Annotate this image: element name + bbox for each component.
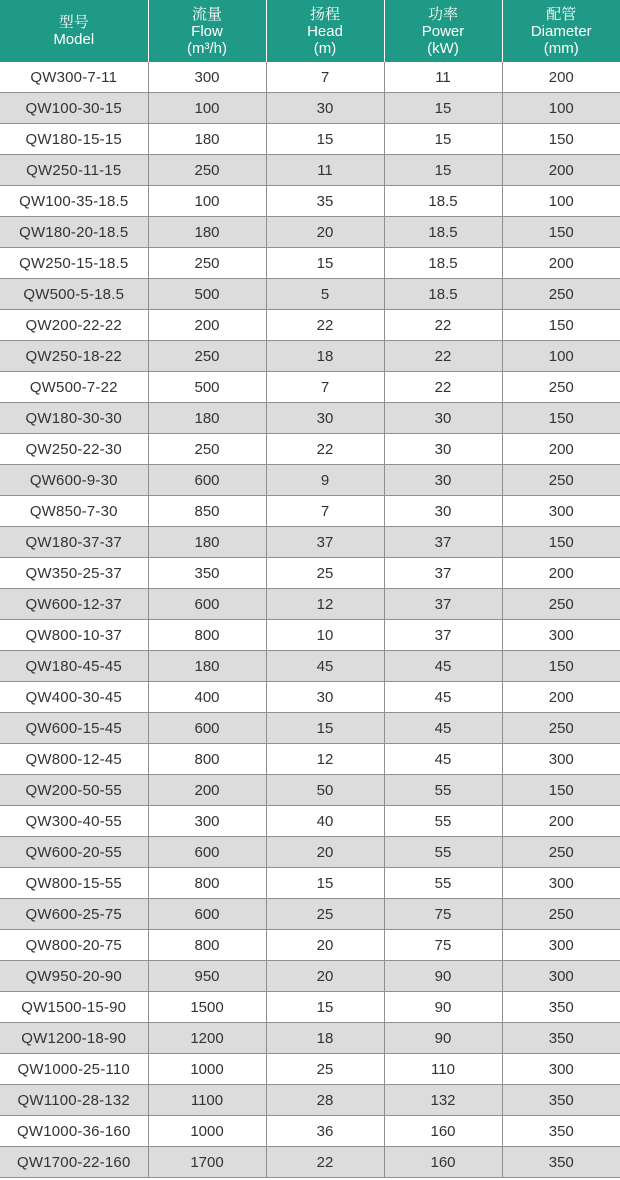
head-cell: 5 <box>266 279 384 310</box>
table-row <box>0 775 620 806</box>
header-flow <box>148 0 266 62</box>
model-cell: QW200-50-55 <box>0 775 148 806</box>
header-power-en: Power <box>421 22 465 40</box>
header-power <box>384 0 502 62</box>
head-cell: 22 <box>266 1147 384 1178</box>
flow-cell: 350 <box>148 558 266 589</box>
diameter-cell: 150 <box>502 651 620 682</box>
head-cell: 15 <box>266 713 384 744</box>
table-header <box>0 0 620 62</box>
power-cell: 15 <box>384 155 502 186</box>
model-cell: QW600-25-75 <box>0 899 148 930</box>
power-cell: 55 <box>384 775 502 806</box>
flow-cell: 300 <box>148 806 266 837</box>
diameter-cell: 300 <box>502 868 620 899</box>
table-row <box>0 620 620 651</box>
diameter-cell: 100 <box>502 341 620 372</box>
power-cell: 90 <box>384 1023 502 1054</box>
flow-cell: 600 <box>148 899 266 930</box>
head-cell: 30 <box>266 403 384 434</box>
model-cell: QW1700-22-160 <box>0 1147 148 1178</box>
model-cell: QW200-22-22 <box>0 310 148 341</box>
model-cell: QW100-30-15 <box>0 93 148 124</box>
head-cell: 12 <box>266 744 384 775</box>
flow-cell: 100 <box>148 93 266 124</box>
power-cell: 15 <box>384 124 502 155</box>
model-cell: QW800-12-45 <box>0 744 148 775</box>
power-cell: 22 <box>384 341 502 372</box>
flow-cell: 180 <box>148 217 266 248</box>
header-flow-unit: (m³/h) <box>187 39 227 57</box>
table-row <box>0 310 620 341</box>
model-cell: QW800-20-75 <box>0 930 148 961</box>
model-cell: QW180-15-15 <box>0 124 148 155</box>
power-cell: 45 <box>384 713 502 744</box>
table-row <box>0 868 620 899</box>
flow-cell: 850 <box>148 496 266 527</box>
diameter-cell: 300 <box>502 930 620 961</box>
head-cell: 11 <box>266 155 384 186</box>
table-row <box>0 806 620 837</box>
model-cell: QW500-5-18.5 <box>0 279 148 310</box>
header-diameter <box>502 0 620 62</box>
diameter-cell: 300 <box>502 496 620 527</box>
model-cell: QW300-40-55 <box>0 806 148 837</box>
table-row <box>0 961 620 992</box>
model-cell: QW800-10-37 <box>0 620 148 651</box>
table-row <box>0 62 620 93</box>
table-row <box>0 930 620 961</box>
flow-cell: 180 <box>148 527 266 558</box>
table-row <box>0 1054 620 1085</box>
power-cell: 45 <box>384 651 502 682</box>
header-power-zh: 功率 <box>427 5 458 23</box>
diameter-cell: 300 <box>502 961 620 992</box>
model-cell: QW250-18-22 <box>0 341 148 372</box>
diameter-cell: 150 <box>502 217 620 248</box>
header-head-zh: 扬程 <box>309 5 340 23</box>
head-cell: 12 <box>266 589 384 620</box>
flow-cell: 1000 <box>148 1116 266 1147</box>
table-row <box>0 496 620 527</box>
table-row <box>0 341 620 372</box>
head-cell: 10 <box>266 620 384 651</box>
power-cell: 55 <box>384 837 502 868</box>
head-cell: 25 <box>266 558 384 589</box>
power-cell: 75 <box>384 930 502 961</box>
head-cell: 15 <box>266 124 384 155</box>
model-cell: QW600-9-30 <box>0 465 148 496</box>
table-row <box>0 589 620 620</box>
table-row <box>0 186 620 217</box>
flow-cell: 600 <box>148 465 266 496</box>
flow-cell: 100 <box>148 186 266 217</box>
power-cell: 45 <box>384 682 502 713</box>
table-row <box>0 682 620 713</box>
header-row <box>0 0 620 62</box>
header-model-zh: 型号 <box>58 14 89 31</box>
model-cell: QW180-30-30 <box>0 403 148 434</box>
flow-cell: 800 <box>148 744 266 775</box>
model-cell: QW600-15-45 <box>0 713 148 744</box>
diameter-cell: 200 <box>502 62 620 93</box>
power-cell: 18.5 <box>384 248 502 279</box>
table-row <box>0 155 620 186</box>
model-cell: QW600-12-37 <box>0 589 148 620</box>
head-cell: 7 <box>266 62 384 93</box>
flow-cell: 300 <box>148 62 266 93</box>
power-cell: 30 <box>384 496 502 527</box>
table-row <box>0 899 620 930</box>
model-cell: QW400-30-45 <box>0 682 148 713</box>
flow-cell: 950 <box>148 961 266 992</box>
flow-cell: 250 <box>148 341 266 372</box>
diameter-cell: 350 <box>502 1023 620 1054</box>
diameter-cell: 200 <box>502 248 620 279</box>
model-cell: QW1200-18-90 <box>0 1023 148 1054</box>
diameter-cell: 100 <box>502 93 620 124</box>
flow-cell: 1700 <box>148 1147 266 1178</box>
flow-cell: 800 <box>148 930 266 961</box>
table-row <box>0 1023 620 1054</box>
model-cell: QW300-7-11 <box>0 62 148 93</box>
power-cell: 90 <box>384 961 502 992</box>
table-row <box>0 992 620 1023</box>
head-cell: 7 <box>266 496 384 527</box>
head-cell: 30 <box>266 682 384 713</box>
power-cell: 160 <box>384 1147 502 1178</box>
head-cell: 30 <box>266 93 384 124</box>
power-cell: 22 <box>384 310 502 341</box>
diameter-cell: 100 <box>502 186 620 217</box>
table-row <box>0 372 620 403</box>
table-row <box>0 744 620 775</box>
model-cell: QW950-20-90 <box>0 961 148 992</box>
diameter-cell: 250 <box>502 713 620 744</box>
flow-cell: 800 <box>148 868 266 899</box>
header-head-unit: (m) <box>313 39 337 57</box>
diameter-cell: 300 <box>502 1054 620 1085</box>
head-cell: 25 <box>266 899 384 930</box>
diameter-cell: 250 <box>502 372 620 403</box>
head-cell: 20 <box>266 217 384 248</box>
head-cell: 20 <box>266 837 384 868</box>
model-cell: QW180-37-37 <box>0 527 148 558</box>
power-cell: 18.5 <box>384 279 502 310</box>
power-cell: 132 <box>384 1085 502 1116</box>
power-cell: 110 <box>384 1054 502 1085</box>
power-cell: 45 <box>384 744 502 775</box>
flow-cell: 600 <box>148 713 266 744</box>
model-cell: QW350-25-37 <box>0 558 148 589</box>
table-row <box>0 93 620 124</box>
head-cell: 20 <box>266 930 384 961</box>
flow-cell: 200 <box>148 310 266 341</box>
diameter-cell: 150 <box>502 124 620 155</box>
flow-cell: 800 <box>148 620 266 651</box>
table-row <box>0 527 620 558</box>
diameter-cell: 300 <box>502 620 620 651</box>
table-row <box>0 217 620 248</box>
diameter-cell: 150 <box>502 403 620 434</box>
power-cell: 160 <box>384 1116 502 1147</box>
diameter-cell: 250 <box>502 589 620 620</box>
header-diameter-zh: 配管 <box>546 5 577 23</box>
header-power-unit: (kW) <box>427 39 459 57</box>
table-row <box>0 1116 620 1147</box>
model-cell: QW500-7-22 <box>0 372 148 403</box>
head-cell: 50 <box>266 775 384 806</box>
flow-cell: 1000 <box>148 1054 266 1085</box>
diameter-cell: 350 <box>502 1116 620 1147</box>
model-cell: QW800-15-55 <box>0 868 148 899</box>
header-flow-zh: 流量 <box>191 5 222 23</box>
header-diameter-unit: (mm) <box>543 39 579 57</box>
model-cell: QW600-20-55 <box>0 837 148 868</box>
diameter-cell: 200 <box>502 806 620 837</box>
flow-cell: 250 <box>148 155 266 186</box>
power-cell: 18.5 <box>384 186 502 217</box>
diameter-cell: 250 <box>502 465 620 496</box>
diameter-cell: 300 <box>502 744 620 775</box>
head-cell: 22 <box>266 434 384 465</box>
flow-cell: 600 <box>148 589 266 620</box>
power-cell: 90 <box>384 992 502 1023</box>
flow-cell: 180 <box>148 403 266 434</box>
head-cell: 37 <box>266 527 384 558</box>
power-cell: 18.5 <box>384 217 502 248</box>
model-cell: QW100-35-18.5 <box>0 186 148 217</box>
flow-cell: 500 <box>148 372 266 403</box>
power-cell: 37 <box>384 558 502 589</box>
model-cell: QW180-45-45 <box>0 651 148 682</box>
diameter-cell: 250 <box>502 837 620 868</box>
table-row <box>0 465 620 496</box>
head-cell: 15 <box>266 868 384 899</box>
flow-cell: 180 <box>148 124 266 155</box>
head-cell: 35 <box>266 186 384 217</box>
table-row <box>0 403 620 434</box>
table-row <box>0 248 620 279</box>
power-cell: 30 <box>384 403 502 434</box>
head-cell: 9 <box>266 465 384 496</box>
table-row <box>0 651 620 682</box>
head-cell: 28 <box>266 1085 384 1116</box>
model-cell: QW850-7-30 <box>0 496 148 527</box>
diameter-cell: 150 <box>502 310 620 341</box>
header-model <box>0 0 148 62</box>
flow-cell: 1200 <box>148 1023 266 1054</box>
flow-cell: 250 <box>148 434 266 465</box>
header-flow-en: Flow <box>191 22 223 40</box>
head-cell: 15 <box>266 992 384 1023</box>
table-row <box>0 434 620 465</box>
header-diameter-en: Diameter <box>530 22 592 40</box>
diameter-cell: 250 <box>502 279 620 310</box>
power-cell: 37 <box>384 589 502 620</box>
flow-cell: 180 <box>148 651 266 682</box>
head-cell: 7 <box>266 372 384 403</box>
diameter-cell: 200 <box>502 434 620 465</box>
table-row <box>0 1085 620 1116</box>
flow-cell: 400 <box>148 682 266 713</box>
table-row <box>0 279 620 310</box>
diameter-cell: 150 <box>502 775 620 806</box>
diameter-cell: 350 <box>502 1147 620 1178</box>
diameter-cell: 200 <box>502 682 620 713</box>
header-head <box>266 0 384 62</box>
table-row <box>0 558 620 589</box>
power-cell: 75 <box>384 899 502 930</box>
head-cell: 18 <box>266 341 384 372</box>
flow-cell: 1100 <box>148 1085 266 1116</box>
header-model-en: Model <box>53 31 95 48</box>
power-cell: 55 <box>384 868 502 899</box>
flow-cell: 200 <box>148 775 266 806</box>
head-cell: 25 <box>266 1054 384 1085</box>
flow-cell: 250 <box>148 248 266 279</box>
head-cell: 40 <box>266 806 384 837</box>
model-cell: QW1500-15-90 <box>0 992 148 1023</box>
head-cell: 45 <box>266 651 384 682</box>
table-row <box>0 124 620 155</box>
power-cell: 11 <box>384 62 502 93</box>
head-cell: 15 <box>266 248 384 279</box>
head-cell: 22 <box>266 310 384 341</box>
table-row <box>0 1147 620 1178</box>
power-cell: 15 <box>384 93 502 124</box>
diameter-cell: 200 <box>502 558 620 589</box>
power-cell: 22 <box>384 372 502 403</box>
diameter-cell: 150 <box>502 527 620 558</box>
diameter-cell: 350 <box>502 992 620 1023</box>
header-head-en: Head <box>307 22 343 40</box>
model-cell: QW250-15-18.5 <box>0 248 148 279</box>
model-cell: QW250-22-30 <box>0 434 148 465</box>
diameter-cell: 350 <box>502 1085 620 1116</box>
power-cell: 37 <box>384 527 502 558</box>
model-cell: QW180-20-18.5 <box>0 217 148 248</box>
model-cell: QW1100-28-132 <box>0 1085 148 1116</box>
table-row <box>0 837 620 868</box>
diameter-cell: 200 <box>502 155 620 186</box>
power-cell: 30 <box>384 434 502 465</box>
model-cell: QW250-11-15 <box>0 155 148 186</box>
model-cell: QW1000-36-160 <box>0 1116 148 1147</box>
power-cell: 55 <box>384 806 502 837</box>
flow-cell: 600 <box>148 837 266 868</box>
flow-cell: 500 <box>148 279 266 310</box>
power-cell: 37 <box>384 620 502 651</box>
head-cell: 36 <box>266 1116 384 1147</box>
power-cell: 30 <box>384 465 502 496</box>
model-cell: QW1000-25-110 <box>0 1054 148 1085</box>
flow-cell: 1500 <box>148 992 266 1023</box>
table-row <box>0 713 620 744</box>
diameter-cell: 250 <box>502 899 620 930</box>
table-body <box>0 62 620 1178</box>
head-cell: 18 <box>266 1023 384 1054</box>
head-cell: 20 <box>266 961 384 992</box>
